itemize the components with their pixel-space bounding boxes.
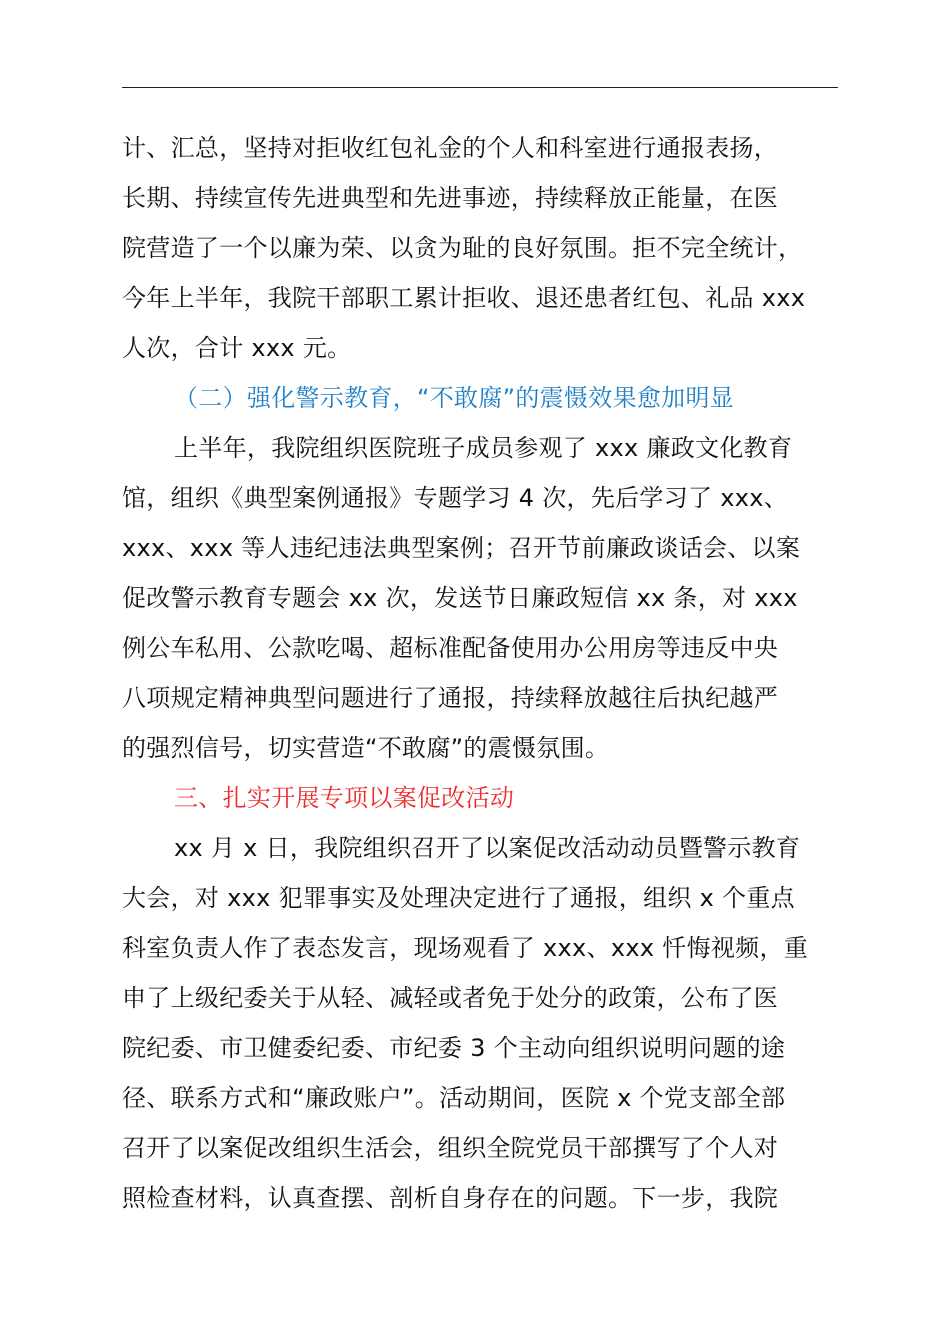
paragraph-line: 上半年，我院组织医院班子成员参观了 xxx 廉政文化教育: [174, 434, 793, 462]
paragraph-line: 径、联系方式和“廉政账户”。活动期间，医院 x 个党支部全部: [122, 1084, 786, 1112]
document-body: [122, 123, 838, 1223]
paragraph-line: 例公车私用、公款吃喝、超标准配备使用办公用房等违反中央: [122, 634, 779, 662]
paragraph-line: 院纪委、市卫健委纪委、市纪委 3 个主动向组织说明问题的途: [122, 1034, 786, 1062]
paragraph-line: 科室负责人作了表态发言，现场观看了 xxx、xxx 忏悔视频，重: [122, 934, 809, 962]
section-subheading: （二）强化警示教育，“不敢腐”的震慑效果愈加明显: [174, 384, 735, 412]
paragraph-line: 馆，组织《典型案例通报》专题学习 4 次，先后学习了 xxx、: [122, 484, 789, 512]
header-rule: [122, 87, 838, 88]
paragraph-line: xxx、xxx 等人违纪违法典型案例；召开节前廉政谈话会、以案: [122, 534, 801, 562]
paragraph-line: 八项规定精神典型问题进行了通报，持续释放越往后执纪越严: [122, 684, 779, 712]
paragraph-line: 今年上半年，我院干部职工累计拒收、退还患者红包、礼品 xxx: [122, 284, 806, 312]
paragraph-line: 召开了以案促改组织生活会，组织全院党员干部撰写了个人对: [122, 1134, 779, 1162]
paragraph-line: 计、汇总，坚持对拒收红包礼金的个人和科室进行通报表扬，: [122, 134, 779, 162]
paragraph-line: 的强烈信号，切实营造“不敢腐”的震慑氛围。: [122, 734, 610, 762]
paragraph-line: 大会，对 xxx 犯罪事实及处理决定进行了通报，组织 x 个重点: [122, 884, 795, 912]
paragraph-line: 长期、持续宣传先进典型和先进事迹，持续释放正能量，在医: [122, 184, 779, 212]
paragraph-line: 申了上级纪委关于从轻、减轻或者免于处分的政策，公布了医: [122, 984, 779, 1012]
section-heading: 三、扎实开展专项以案促改活动: [174, 784, 515, 812]
paragraph-line: xx 月 x 日，我院组织召开了以案促改活动动员暨警示教育: [174, 834, 801, 862]
paragraph-line: 人次，合计 xxx 元。: [122, 334, 352, 362]
paragraph-line: 促改警示教育专题会 xx 次，发送节日廉政短信 xx 条，对 xxx: [122, 584, 798, 612]
paragraph-line: 院营造了一个以廉为荣、以贪为耻的良好氛围。拒不完全统计，: [122, 234, 803, 262]
paragraph-line: 照检查材料，认真查摆、剖析自身存在的问题。下一步，我院: [122, 1184, 779, 1212]
